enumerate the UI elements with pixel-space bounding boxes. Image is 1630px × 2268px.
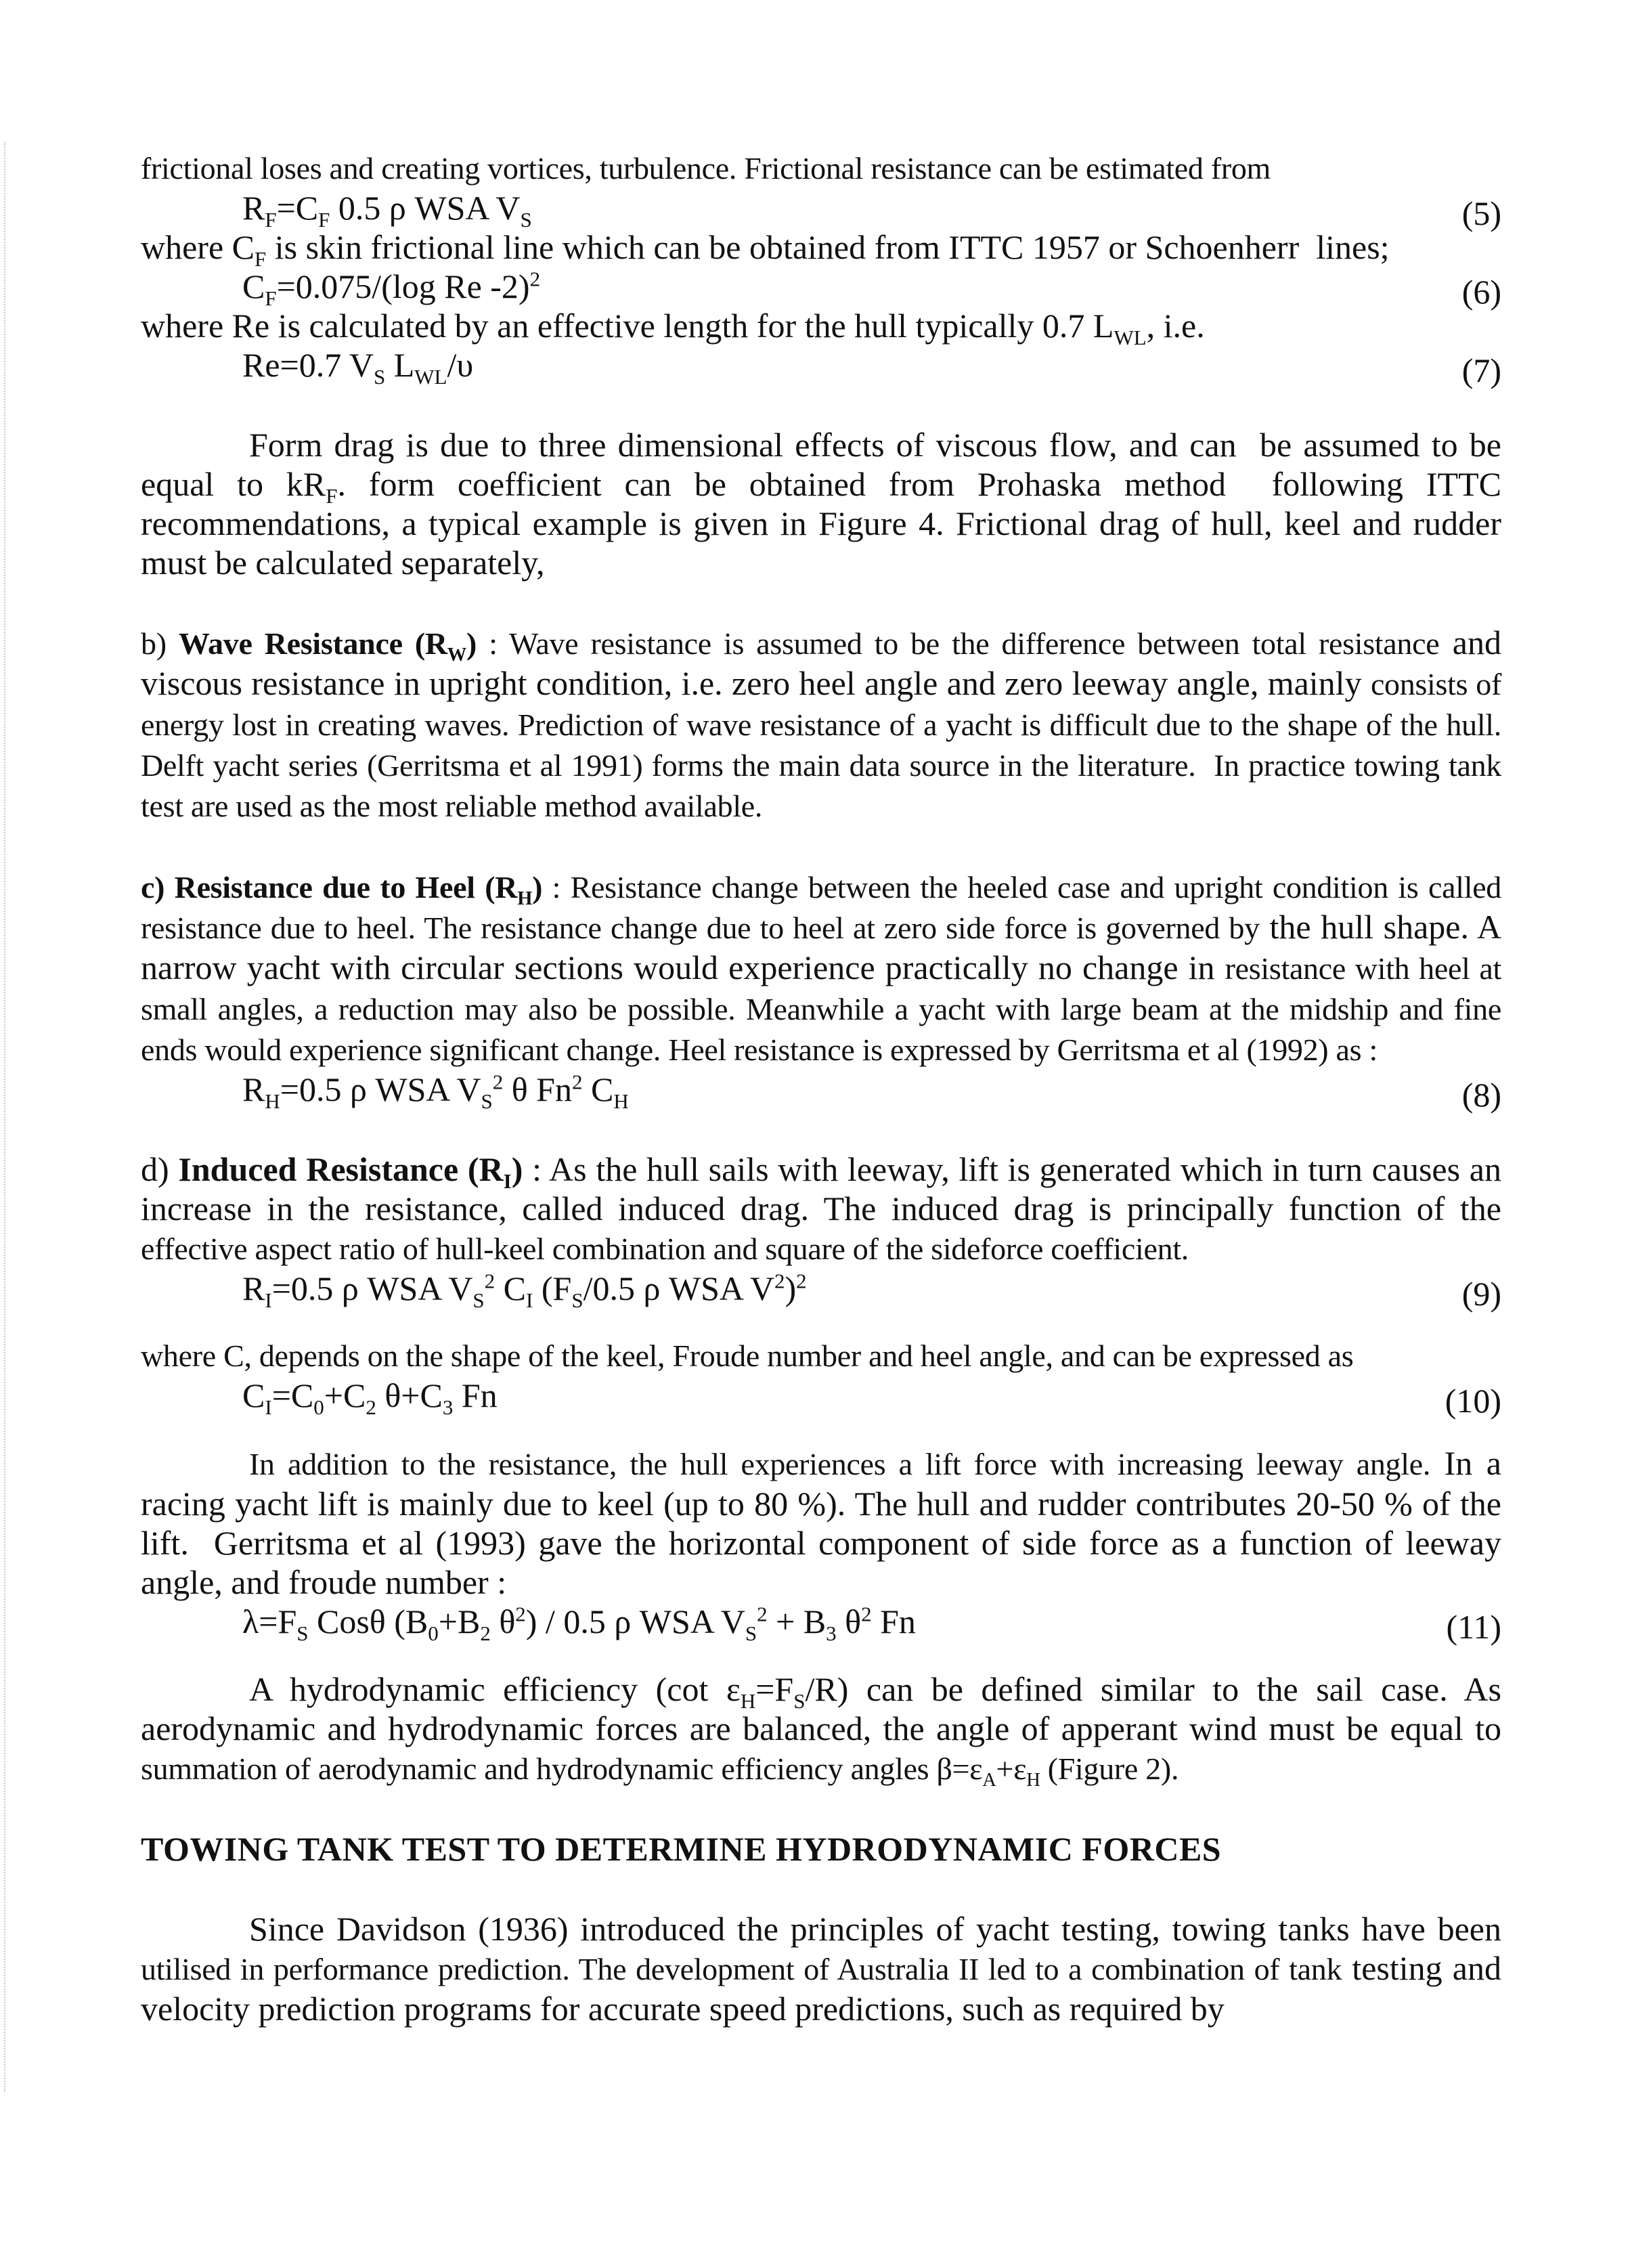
equation-number: (7) xyxy=(1461,351,1501,389)
equation-8: $R_H=0.5$ ρ WSA $V_S^2$ θ Fn$^2$ $C_H$ (8) xyxy=(242,1070,1501,1114)
body-line: where $C_F$ is skin frictional line which can be obtained from ITTC 1957 or Schoenherr lines; xyxy=(141,228,1390,271)
body-line: where C, depends on the shape of the keel, Froude number and heel angle, and can be expressed as xyxy=(141,1338,1354,1373)
equation-number: (9) xyxy=(1461,1275,1501,1313)
paragraph-efficiency: A hydrodynamic efficiency (cot $\varepsilon_H=F_S/R$) can be defined similar to the sail case. As aerodynamic and hydrodynamic forces are balanced, the angle of apperant wind must be equal to summation of aerodynamic and hydrodynamic efficiency angles $\beta=\varepsilon_A+\varepsilon_H$ (Figure 2). xyxy=(141,1670,1501,1791)
equation-6: $C_F=0.075/(\log$ Re -2)$^2$ (6) xyxy=(242,267,1501,311)
equation-10: $C_I=C_0+C_2$ $\theta+C_3$ Fn (10) xyxy=(242,1376,1501,1420)
equation-number: (8) xyxy=(1461,1076,1501,1114)
paragraph-form-drag: Form drag is due to three dimensional effects of viscous flow, and can be assumed to be equal to $kR_F$. form coefficient can be obtained from Prohaska method following ITTC recommendations, a typical example is given in Figure 4. Frictional drag of hull, keel and rudder must be calculated separately, xyxy=(141,426,1501,582)
equation-number: (10) xyxy=(1445,1382,1501,1420)
paragraph-lift: In addition to the resistance, the hull experiences a lift force with increasing leeway angle. In a racing yacht lift is mainly due to keel (up to 80 %). The hull and rudder contributes 20-50 % of the lift. Gerritsma et al (1993) gave the horizontal component of side force as a function of leeway angle, and froude number : xyxy=(141,1444,1501,1601)
page-edge-marker xyxy=(4,142,5,2092)
equation-number: (11) xyxy=(1446,1608,1501,1646)
equation-9: $R_I=0.5$ ρ WSA $V_S^2$ $C_I$ ($F_S/0.5$ ρ WSA $V^2)^2$ (9) xyxy=(242,1269,1501,1313)
body-line: frictional loses and creating vortices, turbulence. Frictional resistance can be estimated from xyxy=(141,151,1271,186)
section-heading: TOWING TANK TEST TO DETERMINE HYDRODYNAMIC FORCES xyxy=(141,1830,1222,1868)
body-line: where Re is calculated by an effective length for the hull typically 0.7 $L_{WL}$, i.e. xyxy=(141,307,1205,349)
document-body xyxy=(141,149,1501,2028)
paragraph-induced-resistance: d) Induced Resistance $(R_I)$ : As the hull sails with leeway, lift is generated which in turn causes an increase in the resistance, called induced drag. The induced drag is principally function of the effective aspect ratio of hull-keel combination and square of the sideforce coefficient. xyxy=(141,1150,1501,1266)
equation-5: $R_F=C_F$ 0.5 ρ WSA $V_S$ (5) xyxy=(242,189,1501,232)
equation-11: $\lambda=F_S$ Cosθ ($B_0+B_2$ $\theta^2) / 0.5$ ρ WSA $V_S^2 + B_3$ $\theta^2$ Fn (11) xyxy=(242,1602,1501,1646)
equation-number: (6) xyxy=(1461,273,1501,311)
paragraph-heel-resistance: c) Resistance due to Heel $(R_H)$ : Resistance change between the heeled case and upright condition is called resistance due to heel. The resistance change due to heel at zero side force is governed by the hull shape. A narrow yacht with circular sections would experience practically no change in resistance with heel at small angles, a reduction may also be possible. Meanwhile a yacht with large beam at the midship and fine ends would experience significant change. Heel resistance is expressed by Gerritsma et al (1992) as : xyxy=(141,870,1502,1067)
equation-7: Re=0.7 $V_S$ $L_{WL}/\upsilon$ (7) xyxy=(242,346,1501,389)
equation-number: (5) xyxy=(1461,194,1501,232)
paragraph-wave-resistance: b) Wave Resistance $(R_W)$ : Wave resistance is assumed to be the difference between total resistance and viscous resistance in upright condition, i.e. zero heel angle and zero leeway angle, mainly consists of energy lost in creating waves. Prediction of wave resistance of a yacht is difficult due to the shape of the hull. Delft yacht series (Gerritsma et al 1991) forms the main data source in the literature. In practice towing tank test are used as the most reliable method available. xyxy=(141,624,1501,823)
paragraph-towing-tank: Since Davidson (1936) introduced the principles of yacht testing, towing tanks have been utilised in performance prediction. The development of Australia II led to a combination of tank testing and velocity prediction programs for accurate speed predictions, such as required by xyxy=(141,1910,1501,2028)
